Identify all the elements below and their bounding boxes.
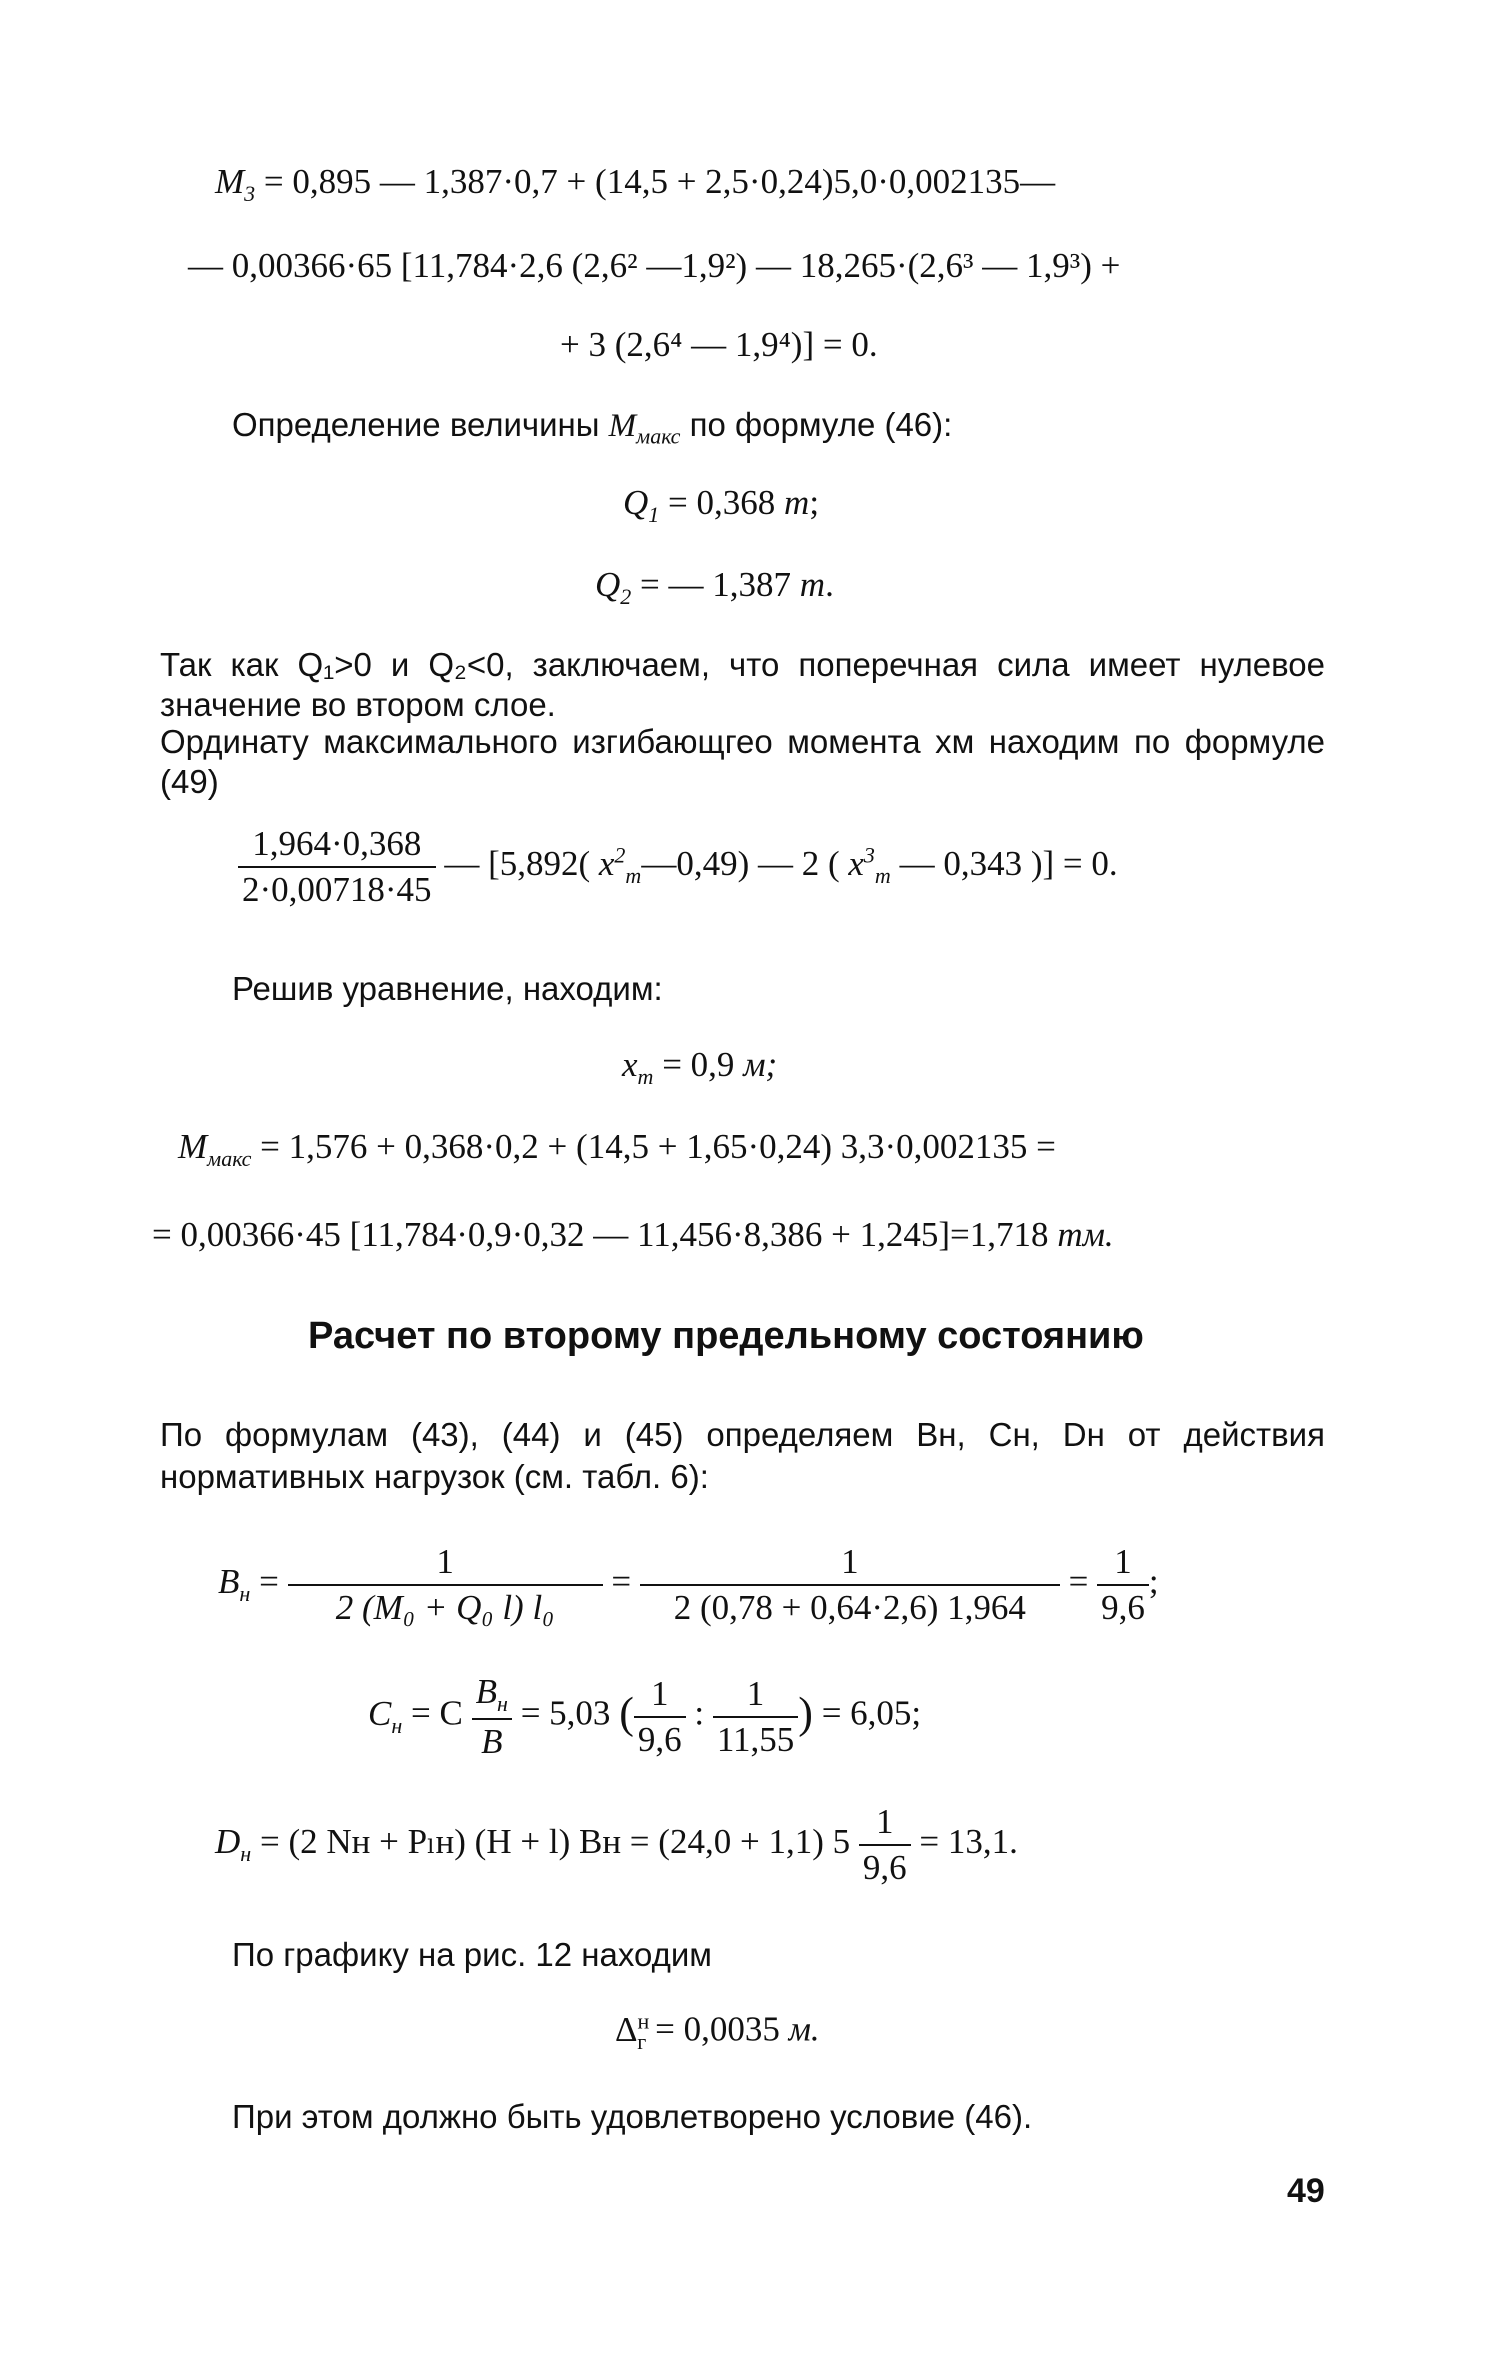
q2-unit: т bbox=[799, 565, 826, 604]
bn-fraction1 bbox=[288, 1540, 603, 1630]
dn-rhs: = 13,1. bbox=[919, 1821, 1018, 1861]
cn-frac1 bbox=[634, 1672, 686, 1762]
cn-rhs: = 6,05; bbox=[821, 1693, 922, 1733]
mmax-line1-text: = 1,576 + 0,368·0,2 + (14,5 + 1,65·0,24) 3,3·0,002135 = bbox=[260, 1127, 1056, 1166]
mmax-symbol: $M_{макс}$ bbox=[608, 408, 681, 449]
cn-mid: = 5,03 bbox=[520, 1693, 611, 1733]
m3-equation-line3: + 3 (2,6⁴ — 1,9⁴)] = 0. bbox=[560, 325, 878, 364]
cn-frac2 bbox=[713, 1672, 798, 1762]
mmax-intro-tail: по формуле (46): bbox=[689, 406, 953, 443]
paragraph-ordinate: Ординату максимального изгибающгео момента xм находим по формуле (49) bbox=[160, 723, 1325, 800]
delta-value: = 0,0035 bbox=[655, 2009, 780, 2049]
mmax-equation-line1: $M_{макс} = 1,576 + 0,368\cdot 0,2 + (14,5 + 1,65\cdot 0,24) 3,3\cdot 0,002135$ = bbox=[178, 1127, 1056, 1171]
dn-num: 1 bbox=[875, 1802, 894, 1841]
cn-lhs: = C bbox=[411, 1693, 463, 1733]
paragraph-shear: Так как Q₁>0 и Q₂<0, заключаем, что поперечная сила имеет нулевое значение во втором слое. bbox=[160, 646, 1325, 723]
bn-den1: 2 (M₀ + Q₀ l) l₀ bbox=[288, 1584, 603, 1630]
cn-n2: 1 bbox=[746, 1673, 765, 1713]
mmax-intro bbox=[232, 406, 952, 450]
equation-49: $\frac{1,964\cdot 0,368}{2\cdot 0,00718\cdot 45}$ — [5,892( $x^2_m—0,49$) — 2 ( $x^3_m$ — 0,343 )] = 0. bbox=[238, 822, 1118, 912]
graph-text: По графику на рис. 12 находим bbox=[232, 1936, 712, 1973]
m3-equation-line1 bbox=[215, 162, 1055, 207]
mmax-equation-line2 bbox=[152, 1215, 1114, 1255]
xm-value: = 0,9 bbox=[662, 1045, 735, 1084]
eq49-numerator: 1,964·0,368 bbox=[252, 824, 422, 863]
dn-den: 9,6 bbox=[859, 1844, 911, 1890]
q1-equation: $Q_1 = 0,368$ т; bbox=[623, 483, 820, 527]
bn-equation: $B_н$ = $\frac{1}{\text{2 (M₀ + Q₀ l) l₀}}$ = $\frac{1}{2 (0,78 + 0,64\cdot 2,6) 1,964}$ = $\frac{1}{9,6}$ ; bbox=[218, 1540, 1159, 1630]
mmax-unit: тм. bbox=[1057, 1215, 1114, 1254]
m3-symbol: $M_3$ bbox=[215, 162, 256, 206]
xm-equation: $x_m = 0,9$ м; bbox=[622, 1045, 778, 1089]
cn-d2: 11,55 bbox=[713, 1716, 798, 1762]
solve-text: Решив уравнение, находим: bbox=[232, 970, 663, 1007]
cn-n1: 1 bbox=[650, 1673, 669, 1713]
xm-unit: м; bbox=[743, 1045, 778, 1084]
eq49-body3: — 0,343 )] = 0. bbox=[890, 843, 1118, 883]
closing-text: При этом должно быть удовлетворено условие (46). bbox=[232, 2098, 1033, 2135]
eq49-body1: — [5,892( bbox=[444, 843, 599, 883]
cn-d1: 9,6 bbox=[634, 1716, 686, 1762]
m3-line1-text: = 0,895 — 1,387·0,7 + (14,5 + 2,5·0,24)5,0·0,002135— bbox=[263, 162, 1056, 201]
delta-equation: $\Delta^н_г = 0,0035$ м. bbox=[615, 2008, 820, 2054]
eq49-fraction bbox=[238, 822, 436, 912]
m3-equation-line2: — 0,00366·65 [11,784·2,6 (2,6² —1,9²) — 18,265·(2,6³ — 1,9³) + bbox=[188, 246, 1121, 285]
section-title: Расчет по второму предельному состоянию bbox=[308, 1315, 1144, 1357]
cn-ratio: $\frac{B_н}{B}$ bbox=[472, 1670, 512, 1763]
bn-den2: 2 (0,78 + 0,64·2,6) 1,964 bbox=[640, 1584, 1060, 1630]
q1-value: = 0,368 bbox=[668, 483, 776, 522]
eq49-body2: —0,49) — 2 ( bbox=[641, 843, 849, 883]
q2-equation: $Q_2$ = — 1,387 т. bbox=[595, 565, 834, 609]
bn-num1: 1 bbox=[436, 1542, 454, 1581]
bn-num3: 1 bbox=[1114, 1542, 1132, 1581]
mmax-line2-text: = 0,00366·45 [11,784·0,9·0,32 — 11,456·8,386 + 1,245]=1,718 bbox=[152, 1215, 1049, 1254]
dn-body: = (2 Nн + Pₗн) (H + l) Bн = (24,0 + 1,1) 5 bbox=[259, 1821, 851, 1861]
bn-den3: 9,6 bbox=[1097, 1584, 1149, 1630]
delta-unit: м. bbox=[788, 2009, 820, 2049]
dn-fraction bbox=[859, 1800, 911, 1890]
paragraph-formulas: По формулам (43), (44) и (45) определяем Bн, Cн, Dн от действия нормативных нагрузок (см. табл. 6): bbox=[160, 1416, 1325, 1495]
page-number: 49 bbox=[1287, 2172, 1325, 2210]
bn-num2: 1 bbox=[841, 1542, 859, 1581]
bn-fraction2 bbox=[640, 1540, 1060, 1630]
q1-unit: т bbox=[784, 483, 810, 522]
cn-equation: $C_н = C$ $\frac{B_н}{B}$ = 5,03 ( $\frac{1}{9,6}$ : $\frac{1}{11,55}$ ) = 6,05; bbox=[368, 1670, 921, 1763]
mmax-intro-text: Определение величины bbox=[232, 406, 600, 443]
dn-equation: $D_н = (2$ Nн + Pₗн) (H + l) Bн = (24,0 + 1,1) 5 $\frac{1}{9,6}$ = 13,1. bbox=[215, 1800, 1018, 1890]
q2-value: = — 1,387 bbox=[640, 565, 792, 604]
eq49-denominator: 2·0,00718·45 bbox=[238, 866, 436, 912]
bn-fraction3 bbox=[1097, 1540, 1149, 1630]
